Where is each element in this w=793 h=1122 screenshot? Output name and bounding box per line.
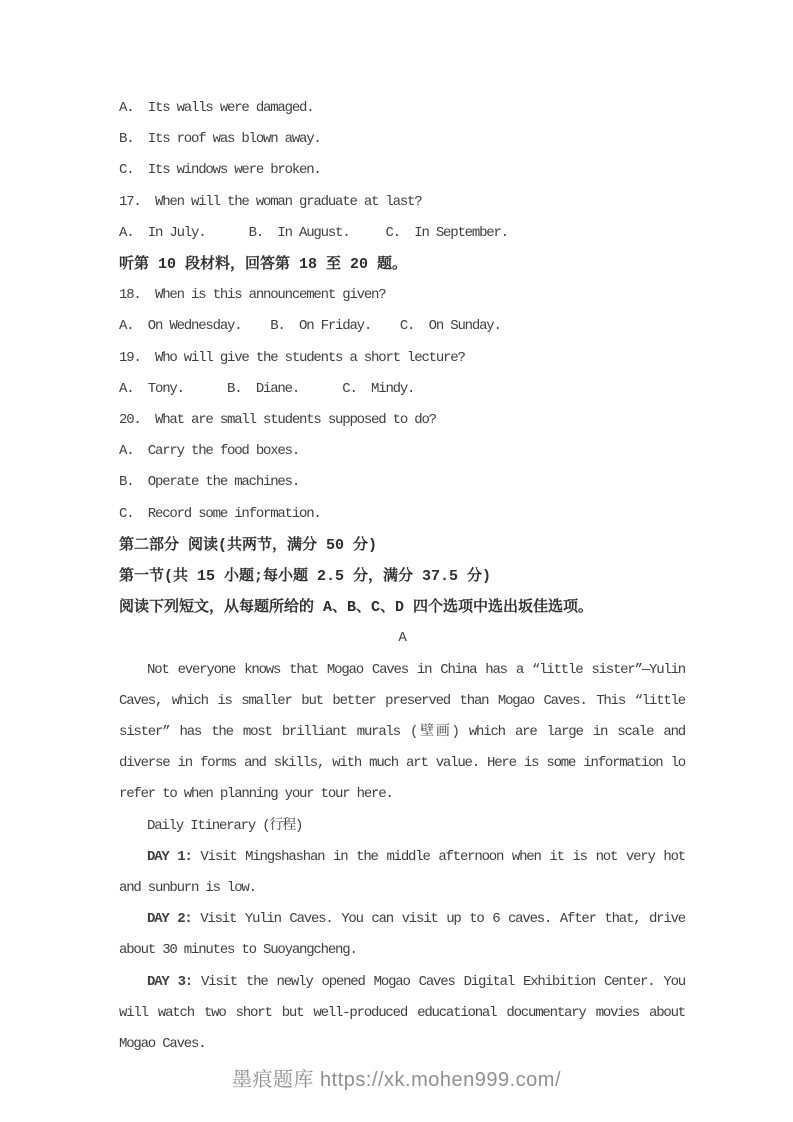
q17-options: A. In July. B. In August. C. In September. xyxy=(119,224,508,241)
section1-heading: 第一节(共 15 小题;每小题 2.5 分，满分 37.5 分) xyxy=(119,568,492,586)
q16-option-a: A. Its walls were damaged. xyxy=(119,100,314,116)
footer-url: https://xk.mohen999.com/ xyxy=(320,1069,562,1091)
q20-option-c: C. Record some information. xyxy=(119,505,321,522)
q20-option-b: B. Operate the machines. xyxy=(119,474,300,491)
passage-intro-paragraph: Not everyone knows that Mogao Caves in China has a “little sister”—Yulin Caves, which is smaller but better preserved than Mogao Caves. This “little sister” has the most brilliant murals (壁画) which are large in scale and diverse in forms and skills, with much art value. Here is some information lo refer to when planning your tour here. xyxy=(119,661,685,803)
day3-text: Visit the newly opened Mogao Caves Digital Exhibition Center. You will watch two short but well-produced educational documentary movies about Mogao Caves. xyxy=(119,973,685,1053)
q19-options: A. Tony. B. Diane. C. Mindy. xyxy=(119,380,415,397)
q16-option-b: B. Its roof was blown away. xyxy=(119,131,321,148)
q16-option-c: C. Its windows were broken. xyxy=(119,162,321,179)
exam-content xyxy=(119,93,685,1060)
footer-watermark xyxy=(0,1063,793,1092)
q20-option-a: A. Carry the food boxes. xyxy=(119,443,300,460)
itinerary-heading: Daily Itinerary (行程) xyxy=(147,817,303,834)
q17-question: 17. When will the woman graduate at last? xyxy=(119,193,422,210)
q19-question: 19. Who will give the students a short lecture? xyxy=(119,349,465,366)
q20-question: 20. What are small students supposed to do? xyxy=(119,412,436,429)
day1-text: Visit Mingshashan in the middle afternoon when it is not very hot and sunburn is low. xyxy=(119,848,685,897)
day1-label: DAY 1: xyxy=(147,848,192,865)
itinerary-day-1 xyxy=(119,842,685,904)
reading-instructions: 阅读下列短文，从每题所给的 A、B、C、D 四个选项中选出坂佳选项。 xyxy=(119,599,594,617)
part2-heading: 第二部分 阅读(共两节，满分 50 分) xyxy=(119,536,378,554)
itinerary-day-3 xyxy=(119,967,685,1061)
day3-label: DAY 3: xyxy=(147,973,192,990)
q18-question: 18. When is this announcement given? xyxy=(119,287,386,304)
footer-site-name: 墨痕题库 xyxy=(231,1069,314,1091)
itinerary-day-2 xyxy=(119,904,685,966)
passage-label: A xyxy=(398,630,406,647)
listening-material-direction: 听第 10 段材料，回答第 18 至 20 题。 xyxy=(119,256,408,274)
day2-text: Visit Yulin Caves. You can visit up to 6 caves. After that, drive about 30 minutes to Suoyangcheng. xyxy=(119,911,685,959)
day2-label: DAY 2: xyxy=(147,911,192,928)
q18-options: A. On Wednesday. B. On Friday. C. On Sunday. xyxy=(119,318,501,335)
